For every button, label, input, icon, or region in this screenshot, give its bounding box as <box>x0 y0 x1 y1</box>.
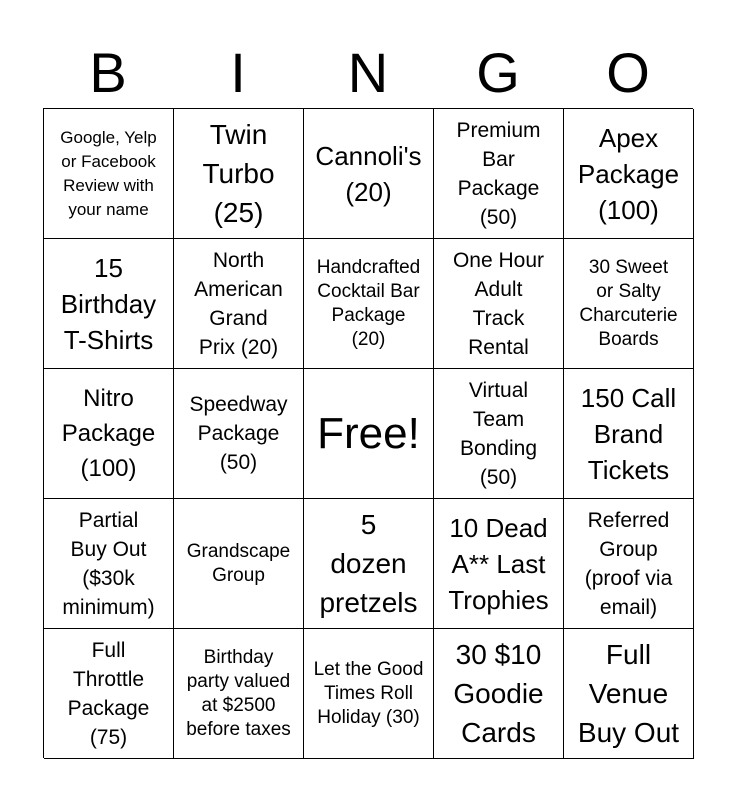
cell-text: 150 Call Brand Tickets <box>580 382 677 485</box>
bingo-cell <box>304 499 434 629</box>
bingo-cell <box>434 499 564 629</box>
cell-text: Nitro Package (100) <box>61 385 156 482</box>
cell-text: Referred Group (proof via email) <box>584 508 673 619</box>
cell-text: One Hour Adult Track Rental <box>452 248 545 359</box>
bingo-cell <box>564 499 694 629</box>
cell-text: North American Grand Prix (20) <box>194 248 283 359</box>
bingo-cell <box>44 239 174 369</box>
cell-text: Full Throttle Package (75) <box>67 638 150 749</box>
cell-text: Birthday party valued at $2500 before taxes <box>186 646 291 740</box>
cell-text: 5 dozen pretzels <box>319 509 418 618</box>
free-space-cell <box>304 369 434 499</box>
cell-text: Partial Buy Out ($30k minimum) <box>62 508 155 619</box>
bingo-cell <box>434 109 564 239</box>
bingo-cell <box>304 109 434 239</box>
bingo-cell <box>174 499 304 629</box>
bingo-cell <box>434 369 564 499</box>
bingo-cell <box>304 629 434 759</box>
cell-text: Cannoli's (20) <box>315 140 422 207</box>
cell-text: 15 Birthday T-Shirts <box>60 252 157 355</box>
bingo-cell <box>434 629 564 759</box>
free-space-text: Free! <box>317 408 420 458</box>
bingo-cell <box>44 109 174 239</box>
bingo-cell <box>174 629 304 759</box>
bingo-cell <box>564 369 694 499</box>
bingo-cell <box>304 239 434 369</box>
cell-text: Virtual Team Bonding (50) <box>459 378 538 489</box>
header-letter-o: O <box>606 41 650 104</box>
cell-text: 30 Sweet or Salty Charcuterie Boards <box>579 256 678 350</box>
cell-text: Premium Bar Package (50) <box>456 118 541 229</box>
header-letter-n: N <box>347 41 389 104</box>
bingo-cell <box>44 499 174 629</box>
bingo-cell <box>434 239 564 369</box>
bingo-cell <box>564 109 694 239</box>
bingo-cell <box>44 369 174 499</box>
header-letter-i: I <box>230 41 246 104</box>
cell-text: 30 $10 Goodie Cards <box>453 639 544 748</box>
cell-text: Handcrafted Cocktail Bar Package (20) <box>316 256 421 350</box>
cell-text: Grandscape Group <box>186 540 291 586</box>
bingo-cell <box>44 629 174 759</box>
header-letter-g: G <box>476 41 520 104</box>
header-letter-b: B <box>89 41 127 104</box>
bingo-cell <box>564 629 694 759</box>
bingo-card-grid <box>43 108 693 758</box>
bingo-cell <box>174 239 304 369</box>
cell-text: Full Venue Buy Out <box>577 639 680 748</box>
bingo-header <box>43 38 693 108</box>
cell-text: Twin Turbo (25) <box>202 119 275 228</box>
cell-text: Speedway Package (50) <box>189 393 288 474</box>
cell-text: 10 Dead A** Last Trophies <box>448 512 549 615</box>
cell-text: Google, Yelp or Facebook Review with your name <box>60 127 157 219</box>
bingo-cell <box>174 369 304 499</box>
cell-text: Let the Good Times Roll Holiday (30) <box>313 658 424 728</box>
cell-text: Apex Package (100) <box>577 122 680 225</box>
bingo-cell <box>174 109 304 239</box>
bingo-cell <box>564 239 694 369</box>
